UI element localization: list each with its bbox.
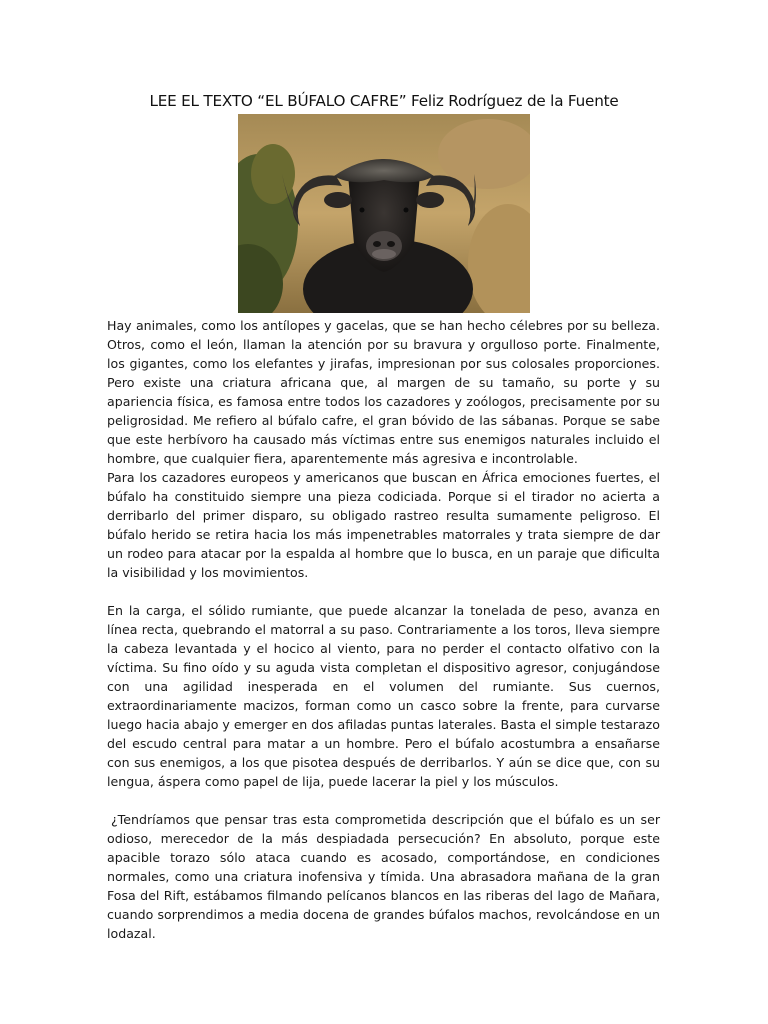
document-title: LEE EL TEXTO “EL BÚFALO CAFRE” Feliz Rodríguez de la Fuente [149,92,619,110]
paragraph-1: Hay animales, como los antílopes y gacelas, que se han hecho célebres por su belleza. Otros, como el león, llaman la atención por su bravura y orgulloso porte. Finalmente, los gigantes, como los elefantes y jirafas, impresionan por sus colosales proporciones. Pero existe una criatura africana que, al margen de su tamaño, su porte y su apariencia física, es famosa entre todos los cazadores y zoólogos, precisamente por su peligrosidad. Me refiero al búfalo cafre, el gran bóvido de las sábanas. Porque se sabe que este herbívoro ha causado más víctimas entre sus enemigos naturales incluido el hombre, que cualquier fiera, aparentemente más agresiva e incontrolable. [107,318,660,466]
paragraph-4: ¿Tendríamos que pensar tras esta comprometida descripción que el búfalo es un ser odioso, merecedor de la más despiadada persecución? En absoluto, porque este apacible torazo sólo ataca cuando es acosado, comportándose, en condiciones normales, como una criatura inofensiva y tímida. Una abrasadora mañana de la gran Fosa del Rift, estábamos filmando pelícanos blancos en las riberas del lago de Mañara, cuando sorprendimos a media docena de grandes búfalos machos, revolcándose en un lodazal. [107,812,660,941]
paragraph-3: En la carga, el sólido rumiante, que puede alcanzar la tonelada de peso, avanza en línea recta, quebrando el matorral a su paso. Contrariamente a los toros, lleva siempre la cabeza levantada y el hocico al viento, para no perder el contacto olfativo con la víctima. Su fino oído y su aguda vista completan el dispositivo agresor, conjugándose con una agilidad inesperada en el volumen del rumiante. Sus cuernos, extraordinariamente macizos, forman como un casco sobre la frente, para curvarse luego hacia abajo y emerger en dos afiladas puntas laterales. Basta el simple testarazo del escudo central para matar a un hombre. Pero el búfalo acostumbra a ensañarse con sus enemigos, a los que pisotea después de derribarlos. Y aún se dice que, con su lengua, áspera como papel de lija, puede lacerar la piel y los músculos. [107,603,660,789]
buffalo-photo [238,114,530,313]
paragraph-2: Para los cazadores europeos y americanos que buscan en África emociones fuertes, el búfalo ha constituido siempre una pieza codiciada. Porque si el tirador no acierta a derribarlo del primer disparo, su obligado rastreo resulta sumamente peligroso. El búfalo herido se retira hacia los más impenetrables matorrales y trata siempre de dar un rodeo para atacar por la espalda al hombre que lo busca, en un paraje que dificulta la visibilidad y los movimientos. [107,470,660,580]
body-text [107,316,660,943]
